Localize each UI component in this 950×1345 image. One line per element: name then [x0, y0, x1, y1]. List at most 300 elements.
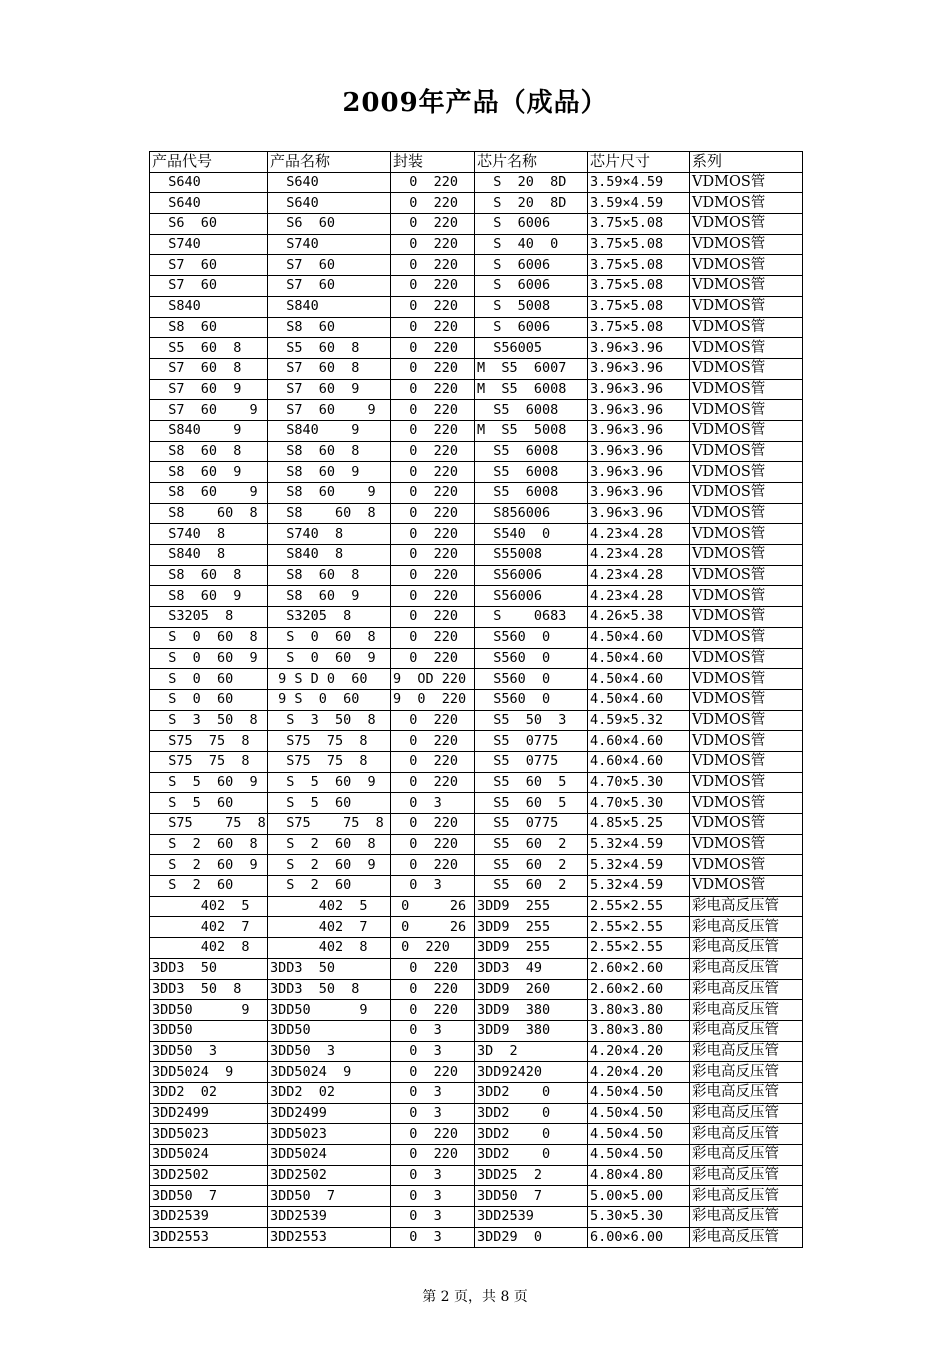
cell-chip-size: 5.32×4.59	[588, 876, 690, 897]
cell-series: VDMOS管	[690, 420, 803, 441]
cell-package: 9 OD 220	[391, 669, 475, 690]
cell-product-name: S 2 60 8	[268, 834, 391, 855]
cell-series: 彩电高反压管	[690, 1207, 803, 1228]
cell-chip-size: 3.80×3.80	[588, 1020, 690, 1041]
cell-series: VDMOS管	[690, 669, 803, 690]
cell-product-code: 3DD5024 9	[150, 1062, 268, 1083]
cell-series: VDMOS管	[690, 234, 803, 255]
cell-product-code: S840 8	[150, 545, 268, 566]
cell-series: 彩电高反压管	[690, 1186, 803, 1207]
cell-package: 0 220	[391, 483, 475, 504]
cell-chip-name: 3DD2 0	[475, 1103, 588, 1124]
cell-package: 0 3	[391, 1020, 475, 1041]
cell-product-code: 3DD3 50 8	[150, 979, 268, 1000]
cell-product-code: S3205 8	[150, 607, 268, 628]
cell-chip-name: 3DD9 255	[475, 938, 588, 959]
cell-product-code: S 0 60	[150, 669, 268, 690]
cell-chip-size: 3.96×3.96	[588, 483, 690, 504]
cell-chip-name: S 5008	[475, 296, 588, 317]
cell-series: VDMOS管	[690, 855, 803, 876]
cell-package: 0 220	[391, 607, 475, 628]
cell-chip-size: 2.60×2.60	[588, 958, 690, 979]
cell-chip-name: M S5 5008	[475, 420, 588, 441]
cell-package: 0 3	[391, 876, 475, 897]
cell-chip-size: 3.96×3.96	[588, 338, 690, 359]
table-row	[150, 1041, 803, 1062]
table-row	[150, 193, 803, 214]
cell-chip-name: S5 6008	[475, 483, 588, 504]
cell-package: 0 220	[391, 524, 475, 545]
cell-product-code: S740	[150, 234, 268, 255]
table-row	[150, 793, 803, 814]
cell-product-code: 3DD50 3	[150, 1041, 268, 1062]
table-row	[150, 1165, 803, 1186]
cell-package: 0 220	[391, 276, 475, 297]
cell-package: 0 220	[391, 814, 475, 835]
cell-product-code: S840	[150, 296, 268, 317]
table-row	[150, 1082, 803, 1103]
cell-chip-name: S 0683	[475, 607, 588, 628]
cell-product-name: 3DD2553	[268, 1227, 391, 1248]
cell-series: VDMOS管	[690, 751, 803, 772]
cell-product-name: S75 75 8	[268, 731, 391, 752]
cell-package: 0 3	[391, 1227, 475, 1248]
cell-chip-size: 4.59×5.32	[588, 710, 690, 731]
cell-product-name: 402 8	[268, 938, 391, 959]
cell-series: VDMOS管	[690, 338, 803, 359]
cell-product-name: S8 60 9	[268, 462, 391, 483]
cell-chip-name: S5 0775	[475, 751, 588, 772]
cell-product-code: S5 60 8	[150, 338, 268, 359]
cell-series: VDMOS管	[690, 524, 803, 545]
cell-product-name: 9 S D 0 60	[268, 669, 391, 690]
table-row	[150, 1020, 803, 1041]
cell-chip-size: 3.59×4.59	[588, 193, 690, 214]
cell-chip-size: 4.26×5.38	[588, 607, 690, 628]
cell-chip-size: 4.50×4.60	[588, 627, 690, 648]
cell-series: VDMOS管	[690, 483, 803, 504]
cell-package: 0 3	[391, 1103, 475, 1124]
cell-product-code: S8 60 9	[150, 586, 268, 607]
table-row	[150, 234, 803, 255]
cell-chip-size: 5.32×4.59	[588, 855, 690, 876]
cell-product-name: 402 7	[268, 917, 391, 938]
cell-chip-size: 3.59×4.59	[588, 172, 690, 193]
cell-chip-size: 4.50×4.50	[588, 1103, 690, 1124]
cell-chip-name: S856006	[475, 503, 588, 524]
table-row	[150, 876, 803, 897]
cell-chip-name: 3DD9 380	[475, 1000, 588, 1021]
cell-chip-name: S5 6008	[475, 400, 588, 421]
cell-product-name: S8 60 8	[268, 503, 391, 524]
cell-product-name: S8 60 8	[268, 441, 391, 462]
cell-series: VDMOS管	[690, 358, 803, 379]
cell-chip-size: 2.55×2.55	[588, 896, 690, 917]
cell-product-name: 3DD2502	[268, 1165, 391, 1186]
cell-chip-name: S560 0	[475, 627, 588, 648]
cell-product-code: S7 60	[150, 276, 268, 297]
cell-product-code: S840 9	[150, 420, 268, 441]
cell-product-code: S8 60 9	[150, 462, 268, 483]
table-row	[150, 1000, 803, 1021]
table-row	[150, 627, 803, 648]
cell-package: 0 220	[391, 834, 475, 855]
table-row	[150, 317, 803, 338]
cell-package: 0 26	[391, 896, 475, 917]
cell-chip-name: 3DD2539	[475, 1207, 588, 1228]
cell-chip-name: S5 60 2	[475, 855, 588, 876]
table-row	[150, 855, 803, 876]
cell-chip-size: 5.32×4.59	[588, 834, 690, 855]
cell-package: 0 220	[391, 1000, 475, 1021]
cell-chip-name: 3DD2 0	[475, 1124, 588, 1145]
table-header-row	[150, 152, 803, 173]
cell-package: 0 220	[391, 441, 475, 462]
cell-series: VDMOS管	[690, 586, 803, 607]
cell-product-name: S8 60 9	[268, 483, 391, 504]
cell-chip-size: 3.75×5.08	[588, 276, 690, 297]
cell-product-code: S 0 60 9	[150, 648, 268, 669]
table-row	[150, 441, 803, 462]
table-row	[150, 731, 803, 752]
cell-product-name: S840 8	[268, 545, 391, 566]
table-row	[150, 1145, 803, 1166]
cell-product-code: S 2 60 8	[150, 834, 268, 855]
cell-product-code: S75 75 8	[150, 814, 268, 835]
cell-chip-name: 3DD9 380	[475, 1020, 588, 1041]
header-series: 系列	[690, 152, 803, 173]
cell-chip-name: S 20 8D	[475, 193, 588, 214]
cell-product-name: S8 60 9	[268, 586, 391, 607]
cell-series: 彩电高反压管	[690, 917, 803, 938]
table-row	[150, 710, 803, 731]
cell-package: 0 220	[391, 379, 475, 400]
table-row	[150, 1186, 803, 1207]
cell-product-code: 3DD2553	[150, 1227, 268, 1248]
cell-series: VDMOS管	[690, 193, 803, 214]
cell-chip-size: 3.75×5.08	[588, 255, 690, 276]
cell-chip-name: S560 0	[475, 689, 588, 710]
cell-product-name: S75 75 8	[268, 814, 391, 835]
cell-product-code: 3DD50 9	[150, 1000, 268, 1021]
table-row	[150, 814, 803, 835]
cell-product-code: 3DD2 02	[150, 1082, 268, 1103]
cell-chip-name: S5 6008	[475, 462, 588, 483]
cell-series: 彩电高反压管	[690, 1145, 803, 1166]
cell-series: VDMOS管	[690, 503, 803, 524]
header-product-code: 产品代号	[150, 152, 268, 173]
cell-series: 彩电高反压管	[690, 1041, 803, 1062]
cell-package: 0 220	[391, 317, 475, 338]
cell-product-name: S740 8	[268, 524, 391, 545]
cell-series: VDMOS管	[690, 172, 803, 193]
cell-product-code: S640	[150, 193, 268, 214]
cell-product-name: 3DD5024 9	[268, 1062, 391, 1083]
cell-product-code: S8 60 8	[150, 503, 268, 524]
cell-chip-size: 2.55×2.55	[588, 917, 690, 938]
cell-package: 0 220	[391, 193, 475, 214]
cell-package: 0 220	[391, 503, 475, 524]
cell-product-name: 3DD5024	[268, 1145, 391, 1166]
cell-product-name: 3DD3 50 8	[268, 979, 391, 1000]
cell-chip-size: 4.60×4.60	[588, 731, 690, 752]
cell-product-code: 3DD2502	[150, 1165, 268, 1186]
cell-product-name: 3DD2499	[268, 1103, 391, 1124]
cell-series: 彩电高反压管	[690, 1062, 803, 1083]
cell-series: 彩电高反压管	[690, 1103, 803, 1124]
cell-chip-name: S 40 0	[475, 234, 588, 255]
cell-product-code: 3DD50 7	[150, 1186, 268, 1207]
table-row	[150, 834, 803, 855]
cell-chip-size: 4.80×4.80	[588, 1165, 690, 1186]
header-package: 封装	[391, 152, 475, 173]
cell-chip-size: 3.75×5.08	[588, 214, 690, 235]
cell-package: 0 3	[391, 793, 475, 814]
cell-package: 0 220	[391, 234, 475, 255]
cell-product-code: S 0 60 8	[150, 627, 268, 648]
cell-chip-size: 3.80×3.80	[588, 1000, 690, 1021]
cell-chip-size: 4.23×4.28	[588, 545, 690, 566]
cell-chip-size: 4.50×4.50	[588, 1145, 690, 1166]
table-row	[150, 379, 803, 400]
cell-chip-size: 2.55×2.55	[588, 938, 690, 959]
cell-series: VDMOS管	[690, 627, 803, 648]
cell-chip-name: S540 0	[475, 524, 588, 545]
cell-chip-name: S56006	[475, 565, 588, 586]
table-row	[150, 255, 803, 276]
cell-product-name: S5 60 8	[268, 338, 391, 359]
cell-product-name: S7 60 9	[268, 379, 391, 400]
cell-package: 0 220	[391, 751, 475, 772]
table-row	[150, 358, 803, 379]
cell-product-code: S640	[150, 172, 268, 193]
cell-product-name: S740	[268, 234, 391, 255]
cell-chip-name: 3D 2	[475, 1041, 588, 1062]
table-row	[150, 172, 803, 193]
cell-product-code: S75 75 8	[150, 731, 268, 752]
cell-chip-size: 5.30×5.30	[588, 1207, 690, 1228]
cell-series: VDMOS管	[690, 710, 803, 731]
cell-package: 0 220	[391, 1145, 475, 1166]
cell-series: VDMOS管	[690, 276, 803, 297]
table-row	[150, 938, 803, 959]
cell-package: 0 3	[391, 1207, 475, 1228]
cell-product-code: 3DD50	[150, 1020, 268, 1041]
cell-package: 0 26	[391, 917, 475, 938]
cell-product-name: 402 5	[268, 896, 391, 917]
cell-package: 0 220	[391, 358, 475, 379]
table-row	[150, 1207, 803, 1228]
header-chip-size: 芯片尺寸	[588, 152, 690, 173]
cell-series: VDMOS管	[690, 462, 803, 483]
cell-series: VDMOS管	[690, 876, 803, 897]
cell-package: 0 220	[391, 710, 475, 731]
table-row	[150, 1227, 803, 1248]
cell-chip-size: 4.70×5.30	[588, 793, 690, 814]
cell-chip-name: S5 60 2	[475, 834, 588, 855]
cell-package: 0 3	[391, 1165, 475, 1186]
table-row	[150, 420, 803, 441]
cell-chip-name: S56006	[475, 586, 588, 607]
cell-product-name: S6 60	[268, 214, 391, 235]
table-row	[150, 958, 803, 979]
cell-series: VDMOS管	[690, 607, 803, 628]
table-row	[150, 338, 803, 359]
cell-product-code: 3DD2539	[150, 1207, 268, 1228]
cell-chip-size: 3.96×3.96	[588, 441, 690, 462]
cell-product-code: S 3 50 8	[150, 710, 268, 731]
cell-package: 0 3	[391, 1186, 475, 1207]
product-table	[149, 151, 803, 1248]
cell-chip-size: 6.00×6.00	[588, 1227, 690, 1248]
cell-product-name: 3DD50 7	[268, 1186, 391, 1207]
cell-chip-size: 3.96×3.96	[588, 420, 690, 441]
cell-chip-size: 3.96×3.96	[588, 358, 690, 379]
cell-package: 0 220	[391, 855, 475, 876]
cell-chip-name: S55008	[475, 545, 588, 566]
cell-product-code: 3DD2499	[150, 1103, 268, 1124]
cell-package: 0 220	[391, 172, 475, 193]
cell-package: 0 220	[391, 462, 475, 483]
cell-chip-size: 2.60×2.60	[588, 979, 690, 1000]
cell-chip-size: 4.23×4.28	[588, 565, 690, 586]
cell-series: 彩电高反压管	[690, 1000, 803, 1021]
cell-chip-size: 4.50×4.50	[588, 1124, 690, 1145]
cell-series: 彩电高反压管	[690, 896, 803, 917]
cell-chip-name: 3DD3 49	[475, 958, 588, 979]
cell-chip-name: S 20 8D	[475, 172, 588, 193]
cell-chip-size: 4.50×4.50	[588, 1082, 690, 1103]
cell-product-code: 402 5	[150, 896, 268, 917]
cell-package: 0 220	[391, 731, 475, 752]
cell-series: VDMOS管	[690, 214, 803, 235]
cell-product-code: S8 60 9	[150, 483, 268, 504]
cell-series: VDMOS管	[690, 317, 803, 338]
cell-package: 0 220	[391, 1124, 475, 1145]
cell-product-code: S 5 60	[150, 793, 268, 814]
cell-product-code: S8 60	[150, 317, 268, 338]
cell-product-code: S7 60 8	[150, 358, 268, 379]
cell-product-code: S7 60 9	[150, 400, 268, 421]
cell-series: 彩电高反压管	[690, 979, 803, 1000]
cell-product-code: 402 7	[150, 917, 268, 938]
cell-package: 0 220	[391, 938, 475, 959]
cell-series: VDMOS管	[690, 648, 803, 669]
cell-chip-name: S56005	[475, 338, 588, 359]
cell-product-name: S8 60	[268, 317, 391, 338]
cell-product-name: S 5 60 9	[268, 772, 391, 793]
table-row	[150, 483, 803, 504]
table-row	[150, 565, 803, 586]
cell-product-name: S 0 60 8	[268, 627, 391, 648]
cell-chip-size: 4.20×4.20	[588, 1062, 690, 1083]
header-chip-name: 芯片名称	[475, 152, 588, 173]
cell-chip-name: 3DD2 0	[475, 1145, 588, 1166]
cell-series: 彩电高反压管	[690, 958, 803, 979]
table-row	[150, 648, 803, 669]
cell-series: VDMOS管	[690, 379, 803, 400]
table-row	[150, 917, 803, 938]
cell-chip-size: 4.50×4.60	[588, 669, 690, 690]
cell-series: VDMOS管	[690, 772, 803, 793]
cell-product-code: S8 60 8	[150, 441, 268, 462]
cell-package: 0 3	[391, 1041, 475, 1062]
cell-series: VDMOS管	[690, 255, 803, 276]
cell-product-name: 3DD3 50	[268, 958, 391, 979]
page-footer: 第 2 页，共 8 页	[422, 1289, 528, 1305]
cell-product-name: S7 60	[268, 276, 391, 297]
cell-package: 0 220	[391, 648, 475, 669]
cell-series: 彩电高反压管	[690, 1165, 803, 1186]
cell-chip-name: 3DD92420	[475, 1062, 588, 1083]
cell-product-name: S 3 50 8	[268, 710, 391, 731]
cell-chip-name: S5 60 5	[475, 772, 588, 793]
cell-chip-name: S5 50 3	[475, 710, 588, 731]
table-row	[150, 586, 803, 607]
cell-package: 0 220	[391, 400, 475, 421]
header-product-name: 产品名称	[268, 152, 391, 173]
table-row	[150, 772, 803, 793]
cell-series: VDMOS管	[690, 441, 803, 462]
table-row	[150, 1124, 803, 1145]
table-row	[150, 524, 803, 545]
cell-chip-size: 3.96×3.96	[588, 379, 690, 400]
cell-product-code: S8 60 8	[150, 565, 268, 586]
cell-product-code: S 0 60	[150, 689, 268, 710]
cell-product-code: 402 8	[150, 938, 268, 959]
cell-package: 0 220	[391, 545, 475, 566]
cell-package: 0 220	[391, 772, 475, 793]
cell-package: 0 3	[391, 1082, 475, 1103]
cell-package: 0 220	[391, 979, 475, 1000]
cell-series: 彩电高反压管	[690, 1124, 803, 1145]
cell-product-name: S3205 8	[268, 607, 391, 628]
table-row	[150, 607, 803, 628]
cell-chip-size: 4.60×4.60	[588, 751, 690, 772]
cell-series: VDMOS管	[690, 400, 803, 421]
cell-series: 彩电高反压管	[690, 1227, 803, 1248]
cell-product-name: S 5 60	[268, 793, 391, 814]
cell-package: 9 0 220	[391, 689, 475, 710]
cell-chip-name: M S5 6008	[475, 379, 588, 400]
cell-package: 0 220	[391, 296, 475, 317]
cell-product-name: S640	[268, 172, 391, 193]
cell-chip-name: S5 0775	[475, 814, 588, 835]
cell-series: 彩电高反压管	[690, 938, 803, 959]
cell-series: VDMOS管	[690, 545, 803, 566]
cell-chip-size: 4.20×4.20	[588, 1041, 690, 1062]
cell-chip-size: 4.70×5.30	[588, 772, 690, 793]
cell-chip-name: S 6006	[475, 255, 588, 276]
cell-chip-size: 3.75×5.08	[588, 317, 690, 338]
table-row	[150, 503, 803, 524]
cell-package: 0 220	[391, 627, 475, 648]
cell-product-code: 3DD5024	[150, 1145, 268, 1166]
cell-chip-name: 3DD50 7	[475, 1186, 588, 1207]
cell-product-code: S7 60 9	[150, 379, 268, 400]
cell-series: VDMOS管	[690, 731, 803, 752]
cell-chip-name: 3DD29 0	[475, 1227, 588, 1248]
cell-product-code: 3DD5023	[150, 1124, 268, 1145]
cell-product-name: 3DD2 02	[268, 1082, 391, 1103]
cell-chip-name: 3DD9 255	[475, 896, 588, 917]
cell-chip-name: S 6006	[475, 214, 588, 235]
cell-chip-size: 3.96×3.96	[588, 400, 690, 421]
cell-chip-name: S5 6008	[475, 441, 588, 462]
cell-product-name: 3DD50 9	[268, 1000, 391, 1021]
cell-product-name: S840	[268, 296, 391, 317]
cell-product-name: 9 S 0 60	[268, 689, 391, 710]
